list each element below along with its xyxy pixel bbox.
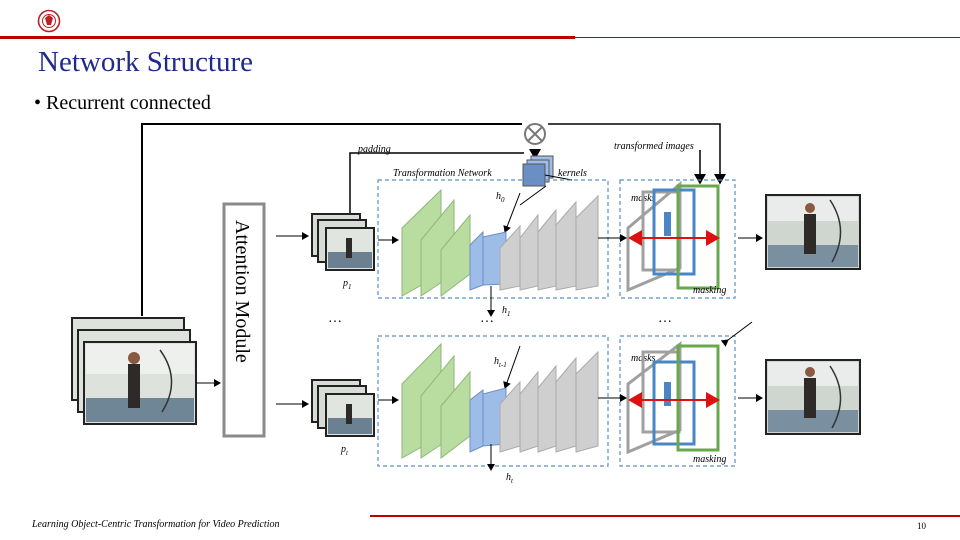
ht1-label: $h_{t-1}$ <box>494 356 507 369</box>
masks-bottom-label: masks <box>631 353 656 364</box>
ellipsis-right: … <box>658 311 672 326</box>
padding-label: padding <box>358 144 391 155</box>
p1-frames <box>312 214 374 270</box>
footer-rule <box>370 515 960 517</box>
multiply-icon <box>525 124 545 144</box>
kernels-label: kernels <box>558 168 587 179</box>
footer-text: Learning Object-Centric Transformation for Video Prediction <box>32 519 280 530</box>
masks-bottom <box>628 344 718 452</box>
p1-label: $p_1$ <box>343 278 352 291</box>
output-frame-top <box>766 195 860 269</box>
pt-label: $p_t$ <box>341 444 348 457</box>
h0-label: $h_0$ <box>496 191 505 204</box>
transformed-images-label: transformed images <box>614 141 694 152</box>
masks-top <box>628 184 718 290</box>
slide-title: Network Structure <box>38 46 254 78</box>
transformation-network-label: Transformation Network <box>393 168 492 179</box>
kernels-icon <box>523 156 553 186</box>
ellipsis-left: … <box>328 311 342 326</box>
ellipsis-middle: … <box>480 311 494 326</box>
input-frames <box>72 318 196 424</box>
ht-label: $h_t$ <box>506 472 513 485</box>
masking-bottom-label: masking <box>693 454 727 465</box>
pt-frames <box>312 380 374 436</box>
output-frame-bottom <box>766 360 860 434</box>
network-layers-top <box>402 190 598 296</box>
h1-label: $h_1$ <box>502 305 511 318</box>
attention-module-label: Attention Module <box>231 220 253 363</box>
bullet-text: • Recurrent connected <box>34 92 211 114</box>
masking-top-label: masking <box>693 285 727 296</box>
page-number: 10 <box>917 521 926 531</box>
masks-top-label: masks <box>631 193 656 204</box>
